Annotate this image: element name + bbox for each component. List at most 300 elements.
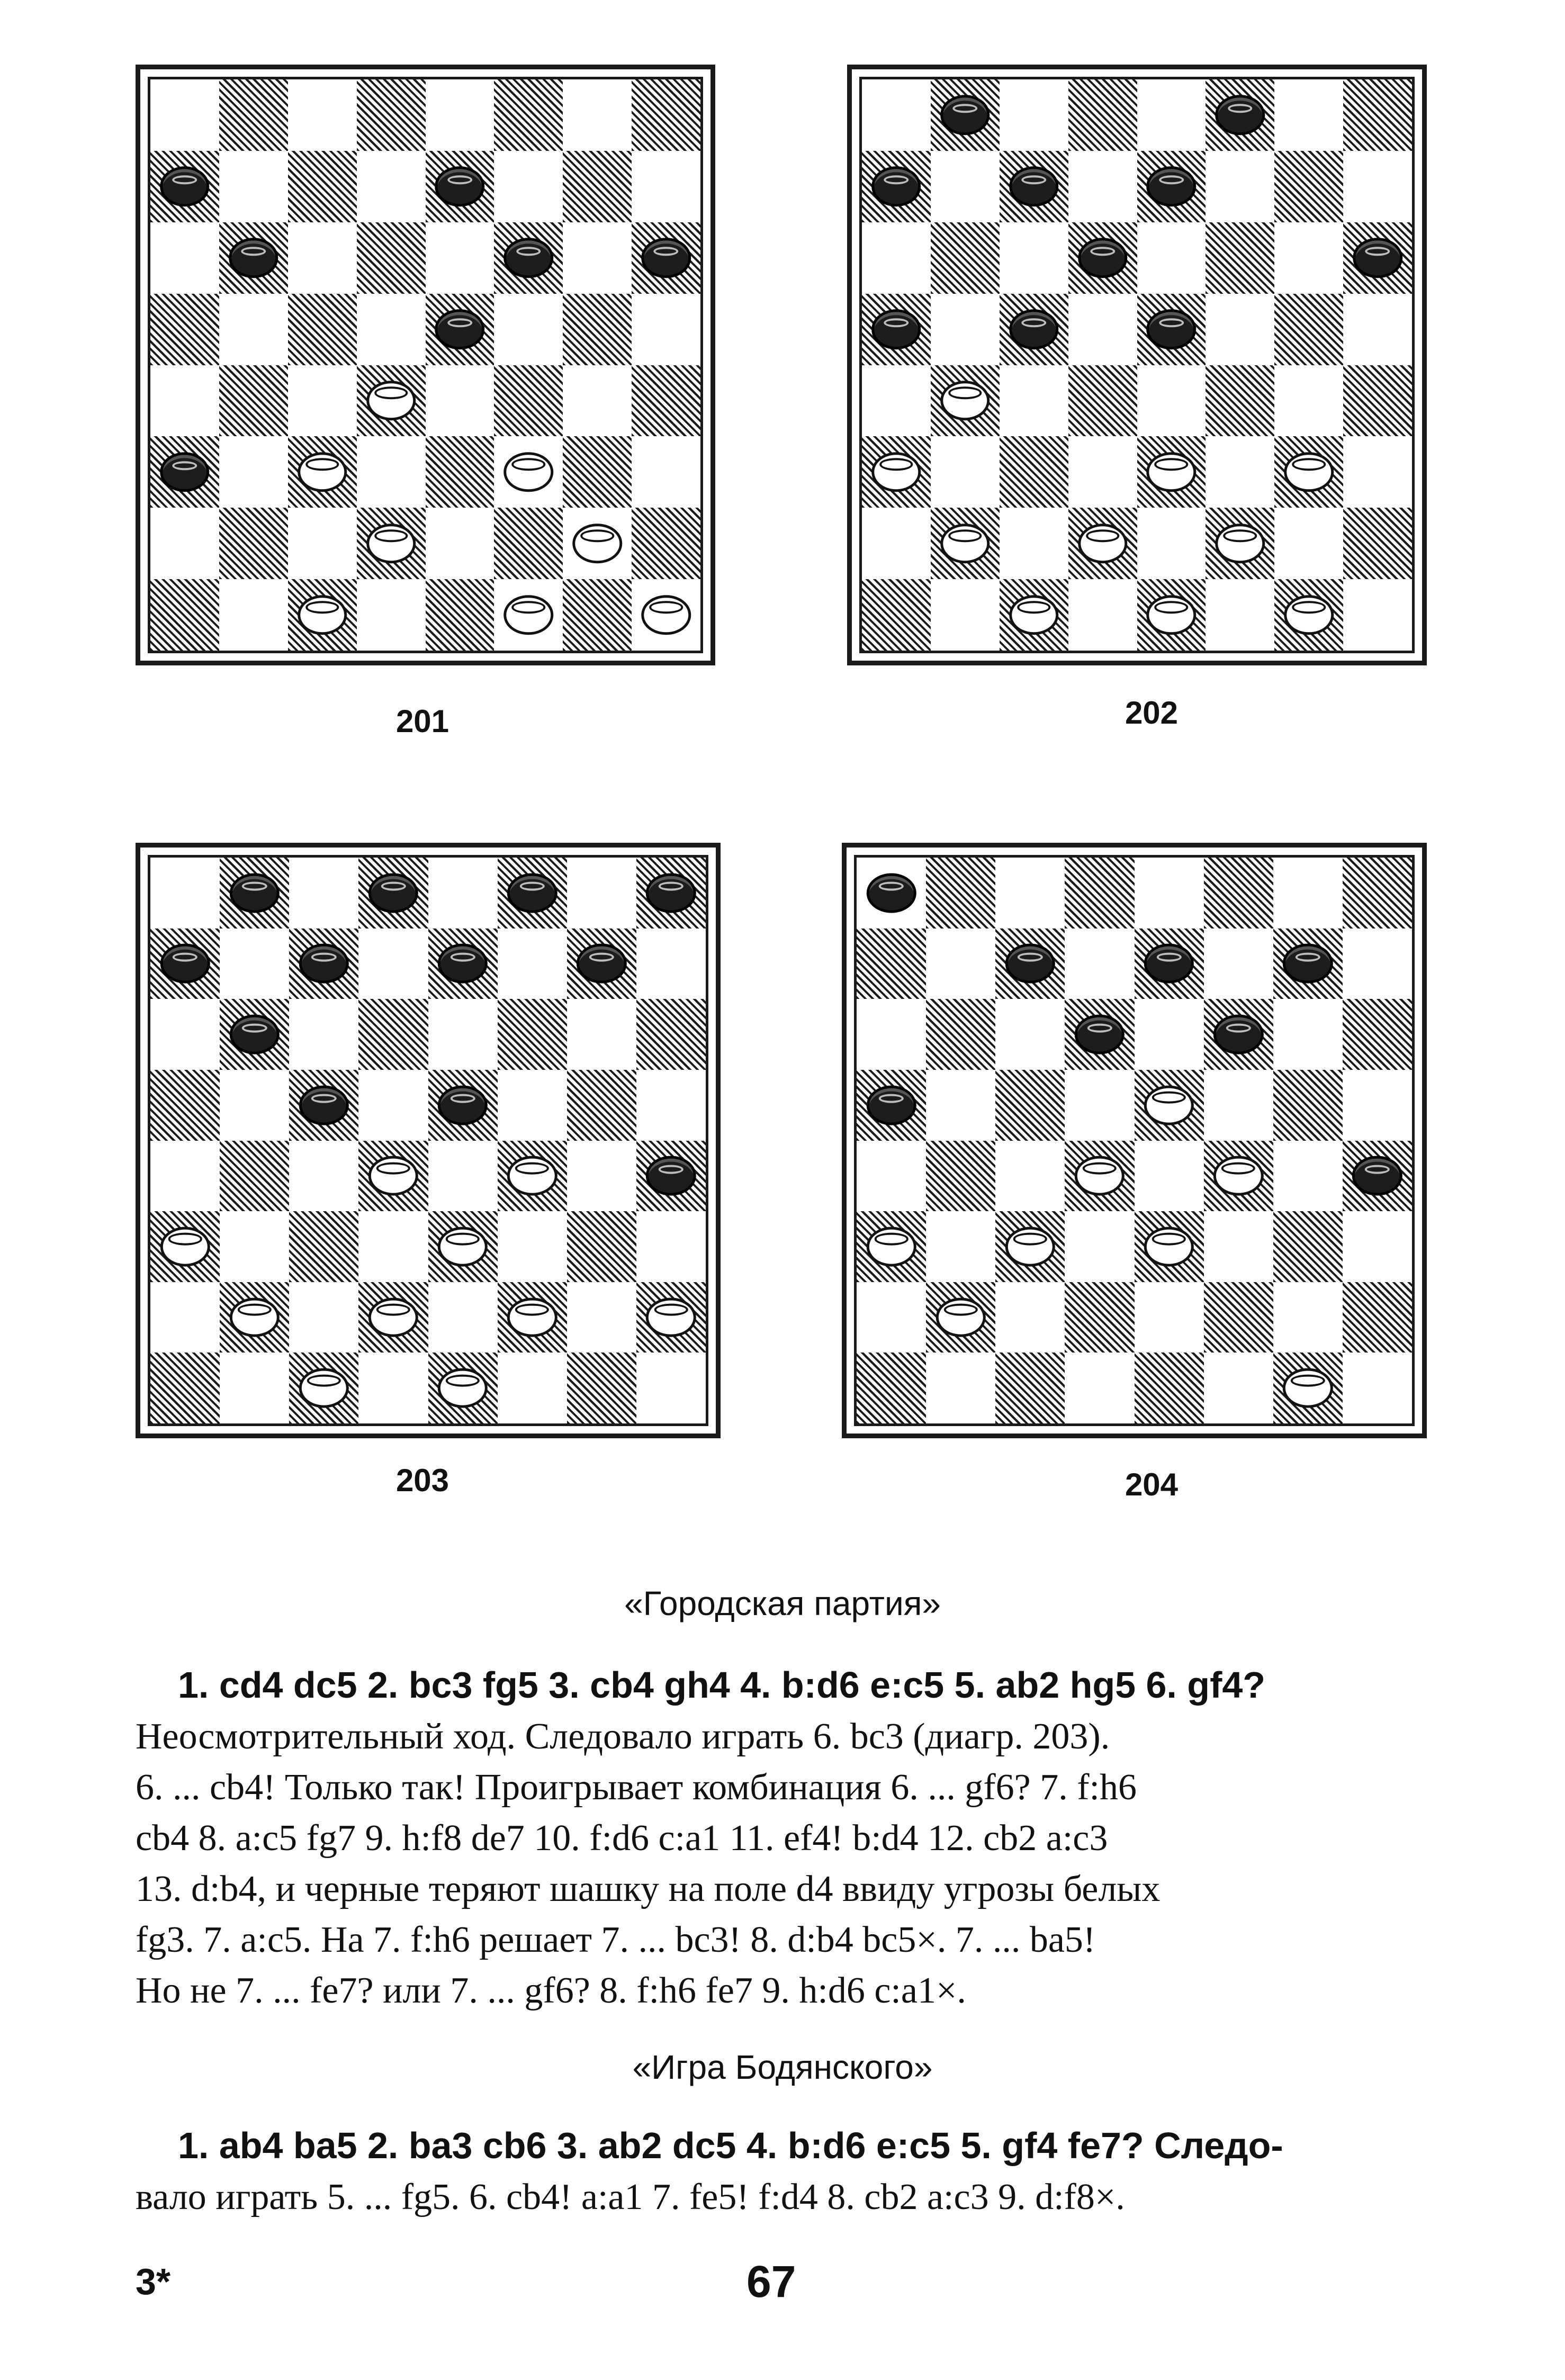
square-b4: [220, 1141, 289, 1212]
white-checker: [1075, 1156, 1125, 1196]
square-g1: [1274, 579, 1343, 651]
square-f6: [498, 999, 567, 1070]
square-h6: [632, 222, 700, 294]
square-b8: [926, 858, 995, 928]
square-b8: [931, 79, 1000, 151]
white-checker: [1284, 595, 1334, 635]
square-g5: [1273, 1070, 1343, 1141]
black-checker: [1009, 309, 1059, 349]
white-checker: [1147, 452, 1197, 492]
game-title: «Игра Бодянского»: [632, 2048, 933, 2086]
square-d1: [1068, 579, 1137, 651]
black-checker: [866, 873, 916, 913]
square-e7: [426, 151, 494, 222]
square-g8: [563, 79, 632, 151]
square-e1: [426, 579, 494, 651]
white-checker: [504, 595, 554, 635]
square-c3: [995, 1211, 1065, 1282]
white-checker: [641, 595, 691, 635]
text-line: 1. ab4 ba5 2. ba3 cb6 3. ab2 dc5 4. b:d6 e:c5 5. gf4 fe7? Следо-: [178, 2125, 1283, 2166]
black-checker: [1213, 1015, 1263, 1054]
square-a1: [857, 1353, 926, 1423]
square-d3: [1068, 436, 1137, 508]
square-b1: [220, 1353, 289, 1423]
square-d5: [357, 294, 426, 365]
square-d2: [1068, 508, 1137, 579]
square-h1: [1343, 1353, 1412, 1423]
square-b5: [219, 294, 288, 365]
square-e5: [426, 294, 494, 365]
square-f4: [1204, 1141, 1273, 1212]
white-checker: [160, 1227, 210, 1267]
square-a1: [150, 1353, 220, 1423]
square-a6: [150, 999, 220, 1070]
square-f2: [494, 508, 563, 579]
black-checker: [1147, 167, 1197, 207]
white-checker: [940, 381, 990, 421]
text-line: 6. ... cb4! Только так! Проигрывает комбинация 6. ... gf6? 7. f:h6: [136, 1767, 1137, 1808]
square-a8: [150, 858, 220, 928]
square-g8: [1274, 79, 1343, 151]
square-d3: [358, 1211, 428, 1282]
square-d6: [358, 999, 428, 1070]
white-checker: [1283, 1368, 1333, 1408]
square-b6: [926, 999, 995, 1070]
square-h8: [632, 79, 700, 151]
white-checker: [646, 1297, 696, 1337]
black-checker: [1005, 944, 1055, 984]
square-h7: [632, 151, 700, 222]
text-line: 13. d:b4, и черные теряют шашку на поле d4 ввиду угрозы белых: [136, 1869, 1161, 1909]
square-g6: [567, 999, 636, 1070]
square-d5: [1065, 1070, 1134, 1141]
square-a6: [862, 222, 931, 294]
square-e5: [1135, 1070, 1204, 1141]
square-h1: [1343, 579, 1412, 651]
square-c4: [995, 1141, 1065, 1212]
white-checker: [438, 1227, 488, 1267]
square-h6: [1343, 999, 1412, 1070]
square-e8: [426, 79, 494, 151]
white-checker: [507, 1297, 557, 1337]
square-b5: [220, 1070, 289, 1141]
square-b6: [219, 222, 288, 294]
square-d4: [358, 1141, 428, 1212]
square-g5: [563, 294, 632, 365]
board-grid: [859, 77, 1415, 653]
square-h4: [1343, 1141, 1412, 1212]
square-h3: [636, 1211, 706, 1282]
board-204: [842, 843, 1427, 1438]
white-checker: [1147, 595, 1197, 635]
black-checker: [160, 167, 210, 207]
black-checker: [438, 1085, 488, 1125]
square-h3: [632, 436, 700, 508]
square-d5: [358, 1070, 428, 1141]
black-checker: [160, 452, 210, 492]
square-f1: [494, 579, 563, 651]
square-h3: [1343, 436, 1412, 508]
square-f1: [1206, 579, 1274, 651]
square-d5: [1068, 294, 1137, 365]
square-g7: [1274, 151, 1343, 222]
square-g3: [563, 436, 632, 508]
square-a4: [862, 365, 931, 437]
square-b4: [931, 365, 1000, 437]
square-f8: [1206, 79, 1274, 151]
square-g8: [567, 858, 636, 928]
square-c5: [288, 294, 357, 365]
square-h7: [1343, 928, 1412, 999]
board-201: [136, 65, 715, 665]
square-d2: [357, 508, 426, 579]
black-checker: [1216, 95, 1265, 136]
square-d2: [1065, 1282, 1134, 1353]
white-checker: [299, 1368, 349, 1408]
square-e1: [1137, 579, 1206, 651]
square-g2: [563, 508, 632, 579]
square-c2: [1000, 508, 1068, 579]
text-line: Но не 7. ... fe7? или 7. ... gf6? 8. f:h6 fe7 9. h:d6 c:a1×.: [136, 1970, 966, 2011]
square-g3: [567, 1211, 636, 1282]
square-g8: [1273, 858, 1343, 928]
square-g4: [1273, 1141, 1343, 1212]
square-g1: [1273, 1353, 1343, 1423]
square-e8: [428, 858, 498, 928]
square-c7: [288, 151, 357, 222]
black-checker: [1147, 309, 1197, 349]
square-a2: [150, 508, 219, 579]
square-a3: [857, 1211, 926, 1282]
square-a5: [857, 1070, 926, 1141]
black-checker: [229, 1015, 279, 1054]
square-d6: [357, 222, 426, 294]
board-203: [136, 843, 721, 1438]
white-checker: [936, 1297, 985, 1337]
white-checker: [298, 452, 347, 492]
square-c2: [289, 1282, 358, 1353]
square-d3: [1065, 1211, 1134, 1282]
square-h7: [1343, 151, 1412, 222]
square-e2: [428, 1282, 498, 1353]
square-d1: [357, 579, 426, 651]
white-checker: [1144, 1227, 1194, 1267]
white-checker: [1078, 524, 1128, 564]
square-e1: [428, 1353, 498, 1423]
signature-mark: 3*: [136, 2261, 171, 2302]
square-b8: [219, 79, 288, 151]
square-d4: [1065, 1141, 1134, 1212]
square-e6: [426, 222, 494, 294]
square-c5: [995, 1070, 1065, 1141]
square-h3: [1343, 1211, 1412, 1282]
square-f3: [498, 1211, 567, 1282]
square-e4: [426, 365, 494, 437]
square-a5: [150, 1070, 220, 1141]
square-d4: [357, 365, 426, 437]
square-d1: [358, 1353, 428, 1423]
square-h6: [636, 999, 706, 1070]
square-g3: [1273, 1211, 1343, 1282]
square-b3: [926, 1211, 995, 1282]
black-checker: [646, 873, 696, 913]
square-c4: [1000, 365, 1068, 437]
square-f4: [498, 1141, 567, 1212]
square-g1: [563, 579, 632, 651]
white-checker: [298, 595, 347, 635]
square-a4: [150, 365, 219, 437]
square-e3: [426, 436, 494, 508]
white-checker: [1005, 1227, 1055, 1267]
square-c7: [289, 928, 358, 999]
black-checker: [577, 944, 626, 984]
square-b7: [931, 151, 1000, 222]
black-checker: [507, 873, 557, 913]
square-e6: [1137, 222, 1206, 294]
square-a2: [857, 1282, 926, 1353]
square-f2: [1204, 1282, 1273, 1353]
square-e6: [428, 999, 498, 1070]
white-checker: [366, 524, 416, 564]
square-b4: [219, 365, 288, 437]
black-checker: [435, 167, 485, 207]
square-c3: [1000, 436, 1068, 508]
square-d8: [1065, 858, 1134, 928]
square-h7: [636, 928, 706, 999]
square-f7: [498, 928, 567, 999]
square-h5: [632, 294, 700, 365]
square-h8: [1343, 858, 1412, 928]
square-a5: [862, 294, 931, 365]
square-f3: [1204, 1211, 1273, 1282]
square-e5: [1137, 294, 1206, 365]
square-g3: [1274, 436, 1343, 508]
square-f5: [498, 1070, 567, 1141]
square-e4: [428, 1141, 498, 1212]
board-grid: [148, 855, 708, 1426]
square-f7: [1204, 928, 1273, 999]
square-d8: [357, 79, 426, 151]
square-b1: [219, 579, 288, 651]
square-a7: [862, 151, 931, 222]
square-g5: [567, 1070, 636, 1141]
square-d2: [358, 1282, 428, 1353]
white-checker: [366, 381, 416, 421]
black-checker: [646, 1156, 696, 1196]
square-g6: [563, 222, 632, 294]
black-checker: [435, 309, 485, 349]
board-202: [847, 65, 1427, 665]
square-a5: [150, 294, 219, 365]
square-c1: [995, 1353, 1065, 1423]
square-d7: [357, 151, 426, 222]
black-checker: [504, 238, 554, 278]
square-g7: [1273, 928, 1343, 999]
black-checker: [1353, 238, 1402, 278]
game-title: «Городская партия»: [624, 1584, 941, 1622]
square-a4: [150, 1141, 220, 1212]
square-e3: [428, 1211, 498, 1282]
square-h2: [636, 1282, 706, 1353]
text-line: 1. cd4 dc5 2. bc3 fg5 3. cb4 gh4 4. b:d6 e:c5 5. ab2 hg5 6. gf4?: [178, 1664, 1266, 1706]
square-c1: [288, 579, 357, 651]
board-grid: [148, 77, 703, 653]
square-a8: [862, 79, 931, 151]
square-a7: [150, 151, 219, 222]
square-b6: [931, 222, 1000, 294]
square-e6: [1135, 999, 1204, 1070]
square-f6: [1206, 222, 1274, 294]
game-annotation: [136, 2120, 1425, 2223]
square-h2: [1343, 1282, 1412, 1353]
square-c7: [995, 928, 1065, 999]
square-c3: [288, 436, 357, 508]
square-g7: [563, 151, 632, 222]
black-checker: [1009, 167, 1059, 207]
square-g5: [1274, 294, 1343, 365]
square-f5: [1204, 1070, 1273, 1141]
square-b6: [220, 999, 289, 1070]
square-f7: [494, 151, 563, 222]
square-h2: [1343, 508, 1412, 579]
square-d7: [1068, 151, 1137, 222]
square-g4: [567, 1141, 636, 1212]
square-e8: [1137, 79, 1206, 151]
black-checker: [160, 944, 210, 984]
square-h4: [1343, 365, 1412, 437]
square-h5: [1343, 1070, 1412, 1141]
square-c4: [288, 365, 357, 437]
square-h1: [632, 579, 700, 651]
diagram-number: 202: [1125, 695, 1179, 731]
square-g2: [1273, 1282, 1343, 1353]
square-a8: [150, 79, 219, 151]
square-e8: [1135, 858, 1204, 928]
square-a6: [857, 999, 926, 1070]
square-g4: [563, 365, 632, 437]
square-f2: [498, 1282, 567, 1353]
black-checker: [641, 238, 691, 278]
square-e2: [1135, 1282, 1204, 1353]
square-f6: [494, 222, 563, 294]
square-a3: [150, 436, 219, 508]
square-h4: [636, 1141, 706, 1212]
square-f7: [1206, 151, 1274, 222]
square-a2: [862, 508, 931, 579]
white-checker: [229, 1297, 279, 1337]
square-e4: [1137, 365, 1206, 437]
white-checker: [507, 1156, 557, 1196]
black-checker: [1283, 944, 1333, 984]
square-b1: [926, 1353, 995, 1423]
text-line: fg3. 7. a:c5. На 7. f:h6 решает 7. ... bc3! 8. d:b4 bc5×. 7. ... ba5!: [136, 1919, 1096, 1960]
square-d3: [357, 436, 426, 508]
square-d8: [1068, 79, 1137, 151]
square-a8: [857, 858, 926, 928]
square-e4: [1135, 1141, 1204, 1212]
square-d6: [1065, 999, 1134, 1070]
square-d1: [1065, 1353, 1134, 1423]
square-e2: [1137, 508, 1206, 579]
square-b3: [219, 436, 288, 508]
black-checker: [229, 238, 278, 278]
white-checker: [1009, 595, 1059, 635]
black-checker: [1144, 944, 1194, 984]
square-c2: [995, 1282, 1065, 1353]
white-checker: [572, 524, 622, 564]
black-checker: [940, 95, 990, 136]
white-checker: [1284, 452, 1334, 492]
black-checker: [866, 1085, 916, 1125]
black-checker: [438, 944, 488, 984]
square-h4: [632, 365, 700, 437]
text-line: Неосмотрительный ход. Следовало играть 6. bc3 (диагр. 203).: [136, 1716, 1110, 1757]
text-line: cb4 8. a:c5 fg7 9. h:f8 de7 10. f:d6 c:a1 11. ef4! b:d4 12. cb2 a:c3: [136, 1818, 1108, 1859]
square-b5: [931, 294, 1000, 365]
square-c6: [1000, 222, 1068, 294]
square-c1: [289, 1353, 358, 1423]
square-c8: [288, 79, 357, 151]
black-checker: [299, 944, 349, 984]
square-f2: [1206, 508, 1274, 579]
square-e7: [428, 928, 498, 999]
square-f8: [494, 79, 563, 151]
square-e3: [1137, 436, 1206, 508]
square-d4: [1068, 365, 1137, 437]
black-checker: [871, 167, 921, 207]
white-checker: [504, 452, 554, 492]
white-checker: [871, 452, 921, 492]
black-checker: [1075, 1015, 1125, 1054]
square-c1: [1000, 579, 1068, 651]
square-b7: [926, 928, 995, 999]
square-c5: [1000, 294, 1068, 365]
board-grid: [854, 855, 1415, 1426]
square-c6: [288, 222, 357, 294]
square-a2: [150, 1282, 220, 1353]
square-b7: [219, 151, 288, 222]
square-b3: [931, 436, 1000, 508]
square-c3: [289, 1211, 358, 1282]
black-checker: [299, 1085, 349, 1125]
square-d8: [358, 858, 428, 928]
square-a6: [150, 222, 219, 294]
square-c7: [1000, 151, 1068, 222]
square-b4: [926, 1141, 995, 1212]
square-h5: [1343, 294, 1412, 365]
square-c2: [288, 508, 357, 579]
square-b2: [219, 508, 288, 579]
square-b2: [220, 1282, 289, 1353]
square-g6: [1273, 999, 1343, 1070]
white-checker: [438, 1368, 488, 1408]
square-b8: [220, 858, 289, 928]
game-annotation: [136, 1660, 1425, 2016]
black-checker: [368, 873, 418, 913]
square-g1: [567, 1353, 636, 1423]
square-g2: [1274, 508, 1343, 579]
square-h1: [636, 1353, 706, 1423]
square-c8: [1000, 79, 1068, 151]
square-a7: [150, 928, 220, 999]
square-b1: [931, 579, 1000, 651]
square-e7: [1137, 151, 1206, 222]
square-c6: [289, 999, 358, 1070]
square-a4: [857, 1141, 926, 1212]
white-checker: [368, 1156, 418, 1196]
square-c6: [995, 999, 1065, 1070]
square-f6: [1204, 999, 1273, 1070]
